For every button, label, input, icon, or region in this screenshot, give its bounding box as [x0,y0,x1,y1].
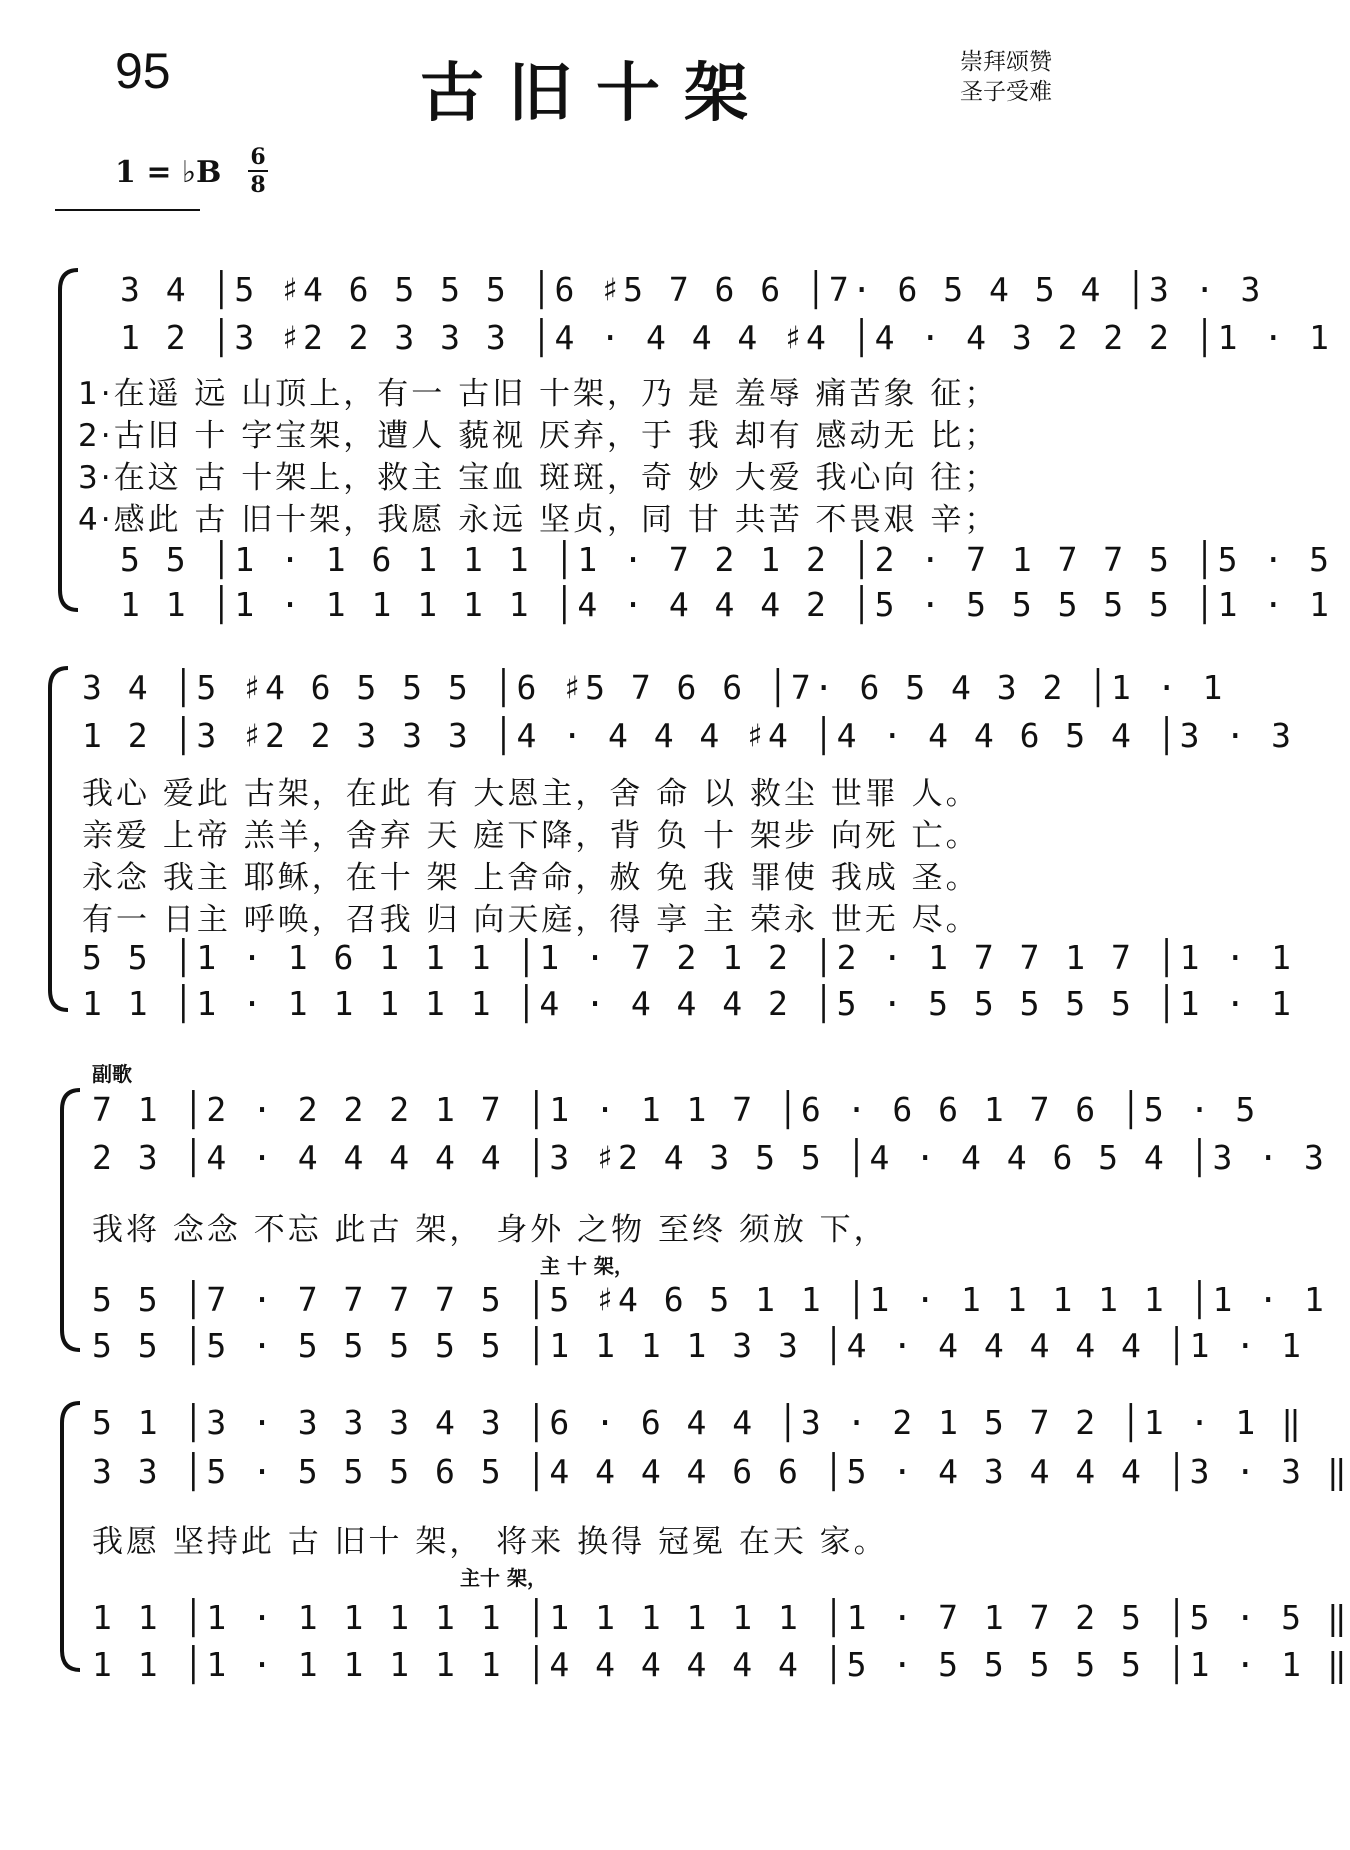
category-primary: 崇拜颂赞 [960,49,1052,75]
refrain-label: 副歌 [92,1062,132,1086]
key-signature: 1 = ♭B [115,155,222,190]
time-signature-top: 6 [250,144,266,170]
system-4-refrain-lyric: 我愿 坚持此 古 旧十 架， 将来 换得 冠冕 在天 家。 [92,1524,888,1560]
system-2-alto: 1 2 │3 ♯2 2 3 3 3 │4 · 4 4 4 ♯4 │4 · 4 4 6 5 4 │3 · 3 [82,716,1294,755]
system-3-bass: 5 5 │5 · 5 5 5 5 5 │1 1 1 1 3 3 │4 · 4 4 4 4 4 │1 · 1 [92,1326,1304,1365]
system-1-verse-3: 3·在这 古 十架上，救主 宝血 斑斑，奇 妙 大爱 我心向 往； [78,460,999,496]
system-2-verse-3: 永念 我主 耶稣，在十 架 上舍命，赦 免 我 罪使 我成 圣。 [82,860,980,896]
system-2-tenor: 5 5 │1 · 1 6 1 1 1 │1 · 7 2 1 2 │2 · 1 7 7 1 7 │1 · 1 [82,938,1294,977]
system-3-alto: 2 3 │4 · 4 4 4 4 4 │3 ♯2 4 3 5 5 │4 · 4 4 6 5 4 │3 · 3 [92,1138,1327,1177]
category-secondary: 圣子受难 [960,79,1052,105]
hymn-number: 95 [115,43,171,99]
system-4-bass: 1 1 │1 · 1 1 1 1 1 │4 4 4 4 4 4 │5 · 5 5 5 5 5 │1 · 1 ‖ [92,1645,1350,1684]
system-3-bracket [62,1090,80,1350]
system-4-soprano: 5 1 │3 · 3 3 3 4 3 │6 · 6 4 4 │3 · 2 1 5 7 2 │1 · 1 ‖ [92,1403,1304,1442]
system-2-verse-2: 亲爱 上帝 羔羊，舍弃 天 庭下降，背 负 十 架步 向死 亡。 [82,818,980,854]
system-1-soprano: 3 4 │5 ♯4 6 5 5 5 │6 ♯5 7 6 6 │7· 6 5 4 5 4 │3 · 3 [120,270,1264,309]
system-3-refrain-lyric: 我将 念念 不忘 此古 架， 身外 之物 至终 须放 下， [92,1212,888,1248]
system-3-inner-lyric: 主 十 架， [540,1254,634,1278]
system-2-bracket [50,668,68,1010]
time-signature-bottom: 8 [250,172,266,198]
system-4-alto: 3 3 │5 · 5 5 5 6 5 │4 4 4 4 6 6 │5 · 4 3 4 4 4 │3 · 3 ‖ [92,1452,1350,1491]
system-2-bass: 1 1 │1 · 1 1 1 1 1 │4 · 4 4 4 2 │5 · 5 5 5 5 5 │1 · 1 [82,984,1294,1023]
system-1-verse-4: 4·感此 古 旧十架，我愿 永远 坚贞，同 甘 共苦 不畏艰 辛； [78,502,999,538]
system-1-tenor: 5 5 │1 · 1 6 1 1 1 │1 · 7 2 1 2 │2 · 7 1 7 7 5 │5 · 5 [120,540,1332,579]
system-1-bracket [60,270,78,610]
system-3-soprano: 7 1 │2 · 2 2 2 1 7 │1 · 1 1 7 │6 · 6 6 1 7 6 │5 · 5 [92,1090,1259,1129]
system-2-verse-1: 我心 爱此 古架，在此 有 大恩主，舍 命 以 救尘 世罪 人。 [82,776,980,812]
hymn-title: 古旧十架 [420,56,772,131]
system-4-tenor: 1 1 │1 · 1 1 1 1 1 │1 1 1 1 1 1 │1 · 7 1 7 2 5 │5 · 5 ‖ [92,1598,1350,1637]
system-4-inner-lyric: 主十 架， [460,1566,547,1590]
system-1-bass: 1 1 │1 · 1 1 1 1 1 │4 · 4 4 4 2 │5 · 5 5 5 5 5 │1 · 1 [120,585,1332,624]
system-2-verse-4: 有一 日主 呼唤，召我 归 向天庭，得 享 主 荣永 世无 尽。 [82,902,980,938]
system-3-tenor: 5 5 │7 · 7 7 7 7 5 │5 ♯4 6 5 1 1 │1 · 1 1 1 1 1 │1 · 1 [92,1280,1327,1319]
system-1-verse-2: 2·古旧 十 字宝架，遭人 藐视 厌弃，于 我 却有 感动无 比； [78,418,999,454]
system-1-alto: 1 2 │3 ♯2 2 3 3 3 │4 · 4 4 4 ♯4 │4 · 4 3 2 2 2 │1 · 1 [120,318,1332,357]
system-1-verse-1: 1·在遥 远 山顶上，有一 古旧 十架，乃 是 羞辱 痛苦象 征； [78,376,999,412]
system-4-bracket [62,1403,80,1670]
system-2-soprano: 3 4 │5 ♯4 6 5 5 5 │6 ♯5 7 6 6 │7· 6 5 4 3 2 │1 · 1 [82,668,1226,707]
